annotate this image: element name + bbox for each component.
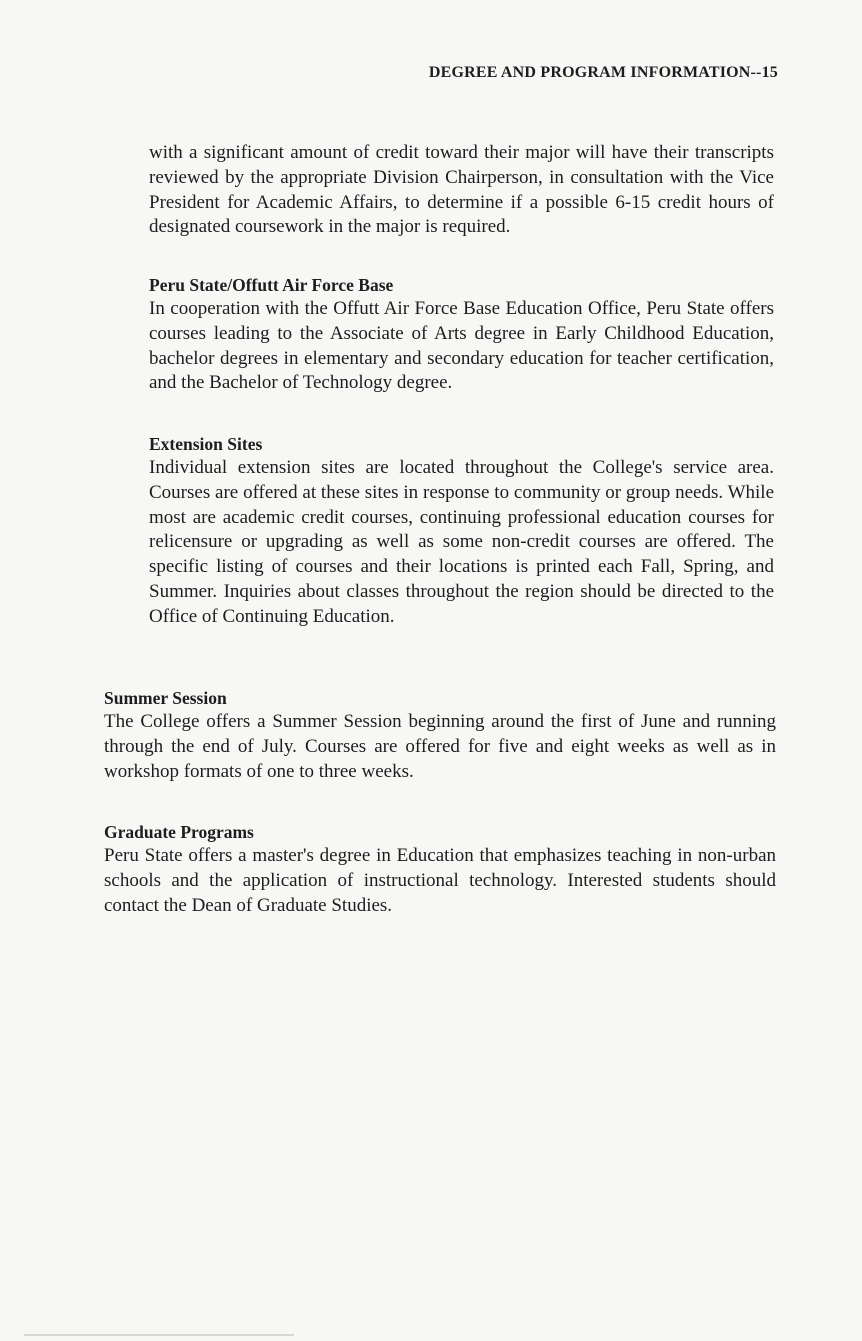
summer-session-paragraph: The College offers a Summer Session beginning around the first of June and running through the end of July. Courses are offered for five and eight weeks as well as in workshop formats of one to three weeks. [104, 711, 776, 782]
continuation-paragraph: with a significant amount of credit toward their major will have their transcripts reviewed by the appropriate Division Chairperson, in consultation with the Vice President for Academic Affairs, to determine if a possible 6-15 credit hours of designated coursework in the major is required. [149, 142, 774, 238]
graduate-programs-heading: Graduate Programs [104, 822, 254, 842]
extension-sites-heading: Extension Sites [149, 434, 263, 454]
summer-session-heading: Summer Session [104, 688, 227, 708]
offutt-section [149, 273, 774, 396]
graduate-programs-paragraph: Peru State offers a master's degree in Education that emphasizes teaching in non-urban schools and the application of instructional technology. Interested students should contact the Dean of Graduate Studies. [104, 845, 776, 916]
graduate-programs-section [104, 820, 776, 918]
running-head: DEGREE AND PROGRAM INFORMATION--15 [428, 64, 778, 81]
extension-sites-section [149, 432, 774, 630]
scan-edge-line [24, 1334, 294, 1336]
continuation-section [149, 141, 774, 240]
offutt-paragraph: In cooperation with the Offutt Air Force Base Education Office, Peru State offers courses leading to the Associate of Arts degree in Early Childhood Education, bachelor degrees in elementary and secondary education for teacher certification, and the Bachelor of Technology degree. [149, 298, 774, 394]
offutt-heading: Peru State/Offutt Air Force Base [149, 275, 394, 295]
extension-sites-paragraph: Individual extension sites are located throughout the College's service area. Courses are offered at these sites in response to community or group needs. While most are academic credit courses, continuing professional education courses for relicensure or upgrading as well as some non-credit courses are offered. The specific listing of courses and their locations is printed each Fall, Spring, and Summer. Inquiries about classes throughout the region should be directed to the Office of Continuing Education. [149, 457, 774, 627]
summer-session-section [104, 686, 776, 784]
